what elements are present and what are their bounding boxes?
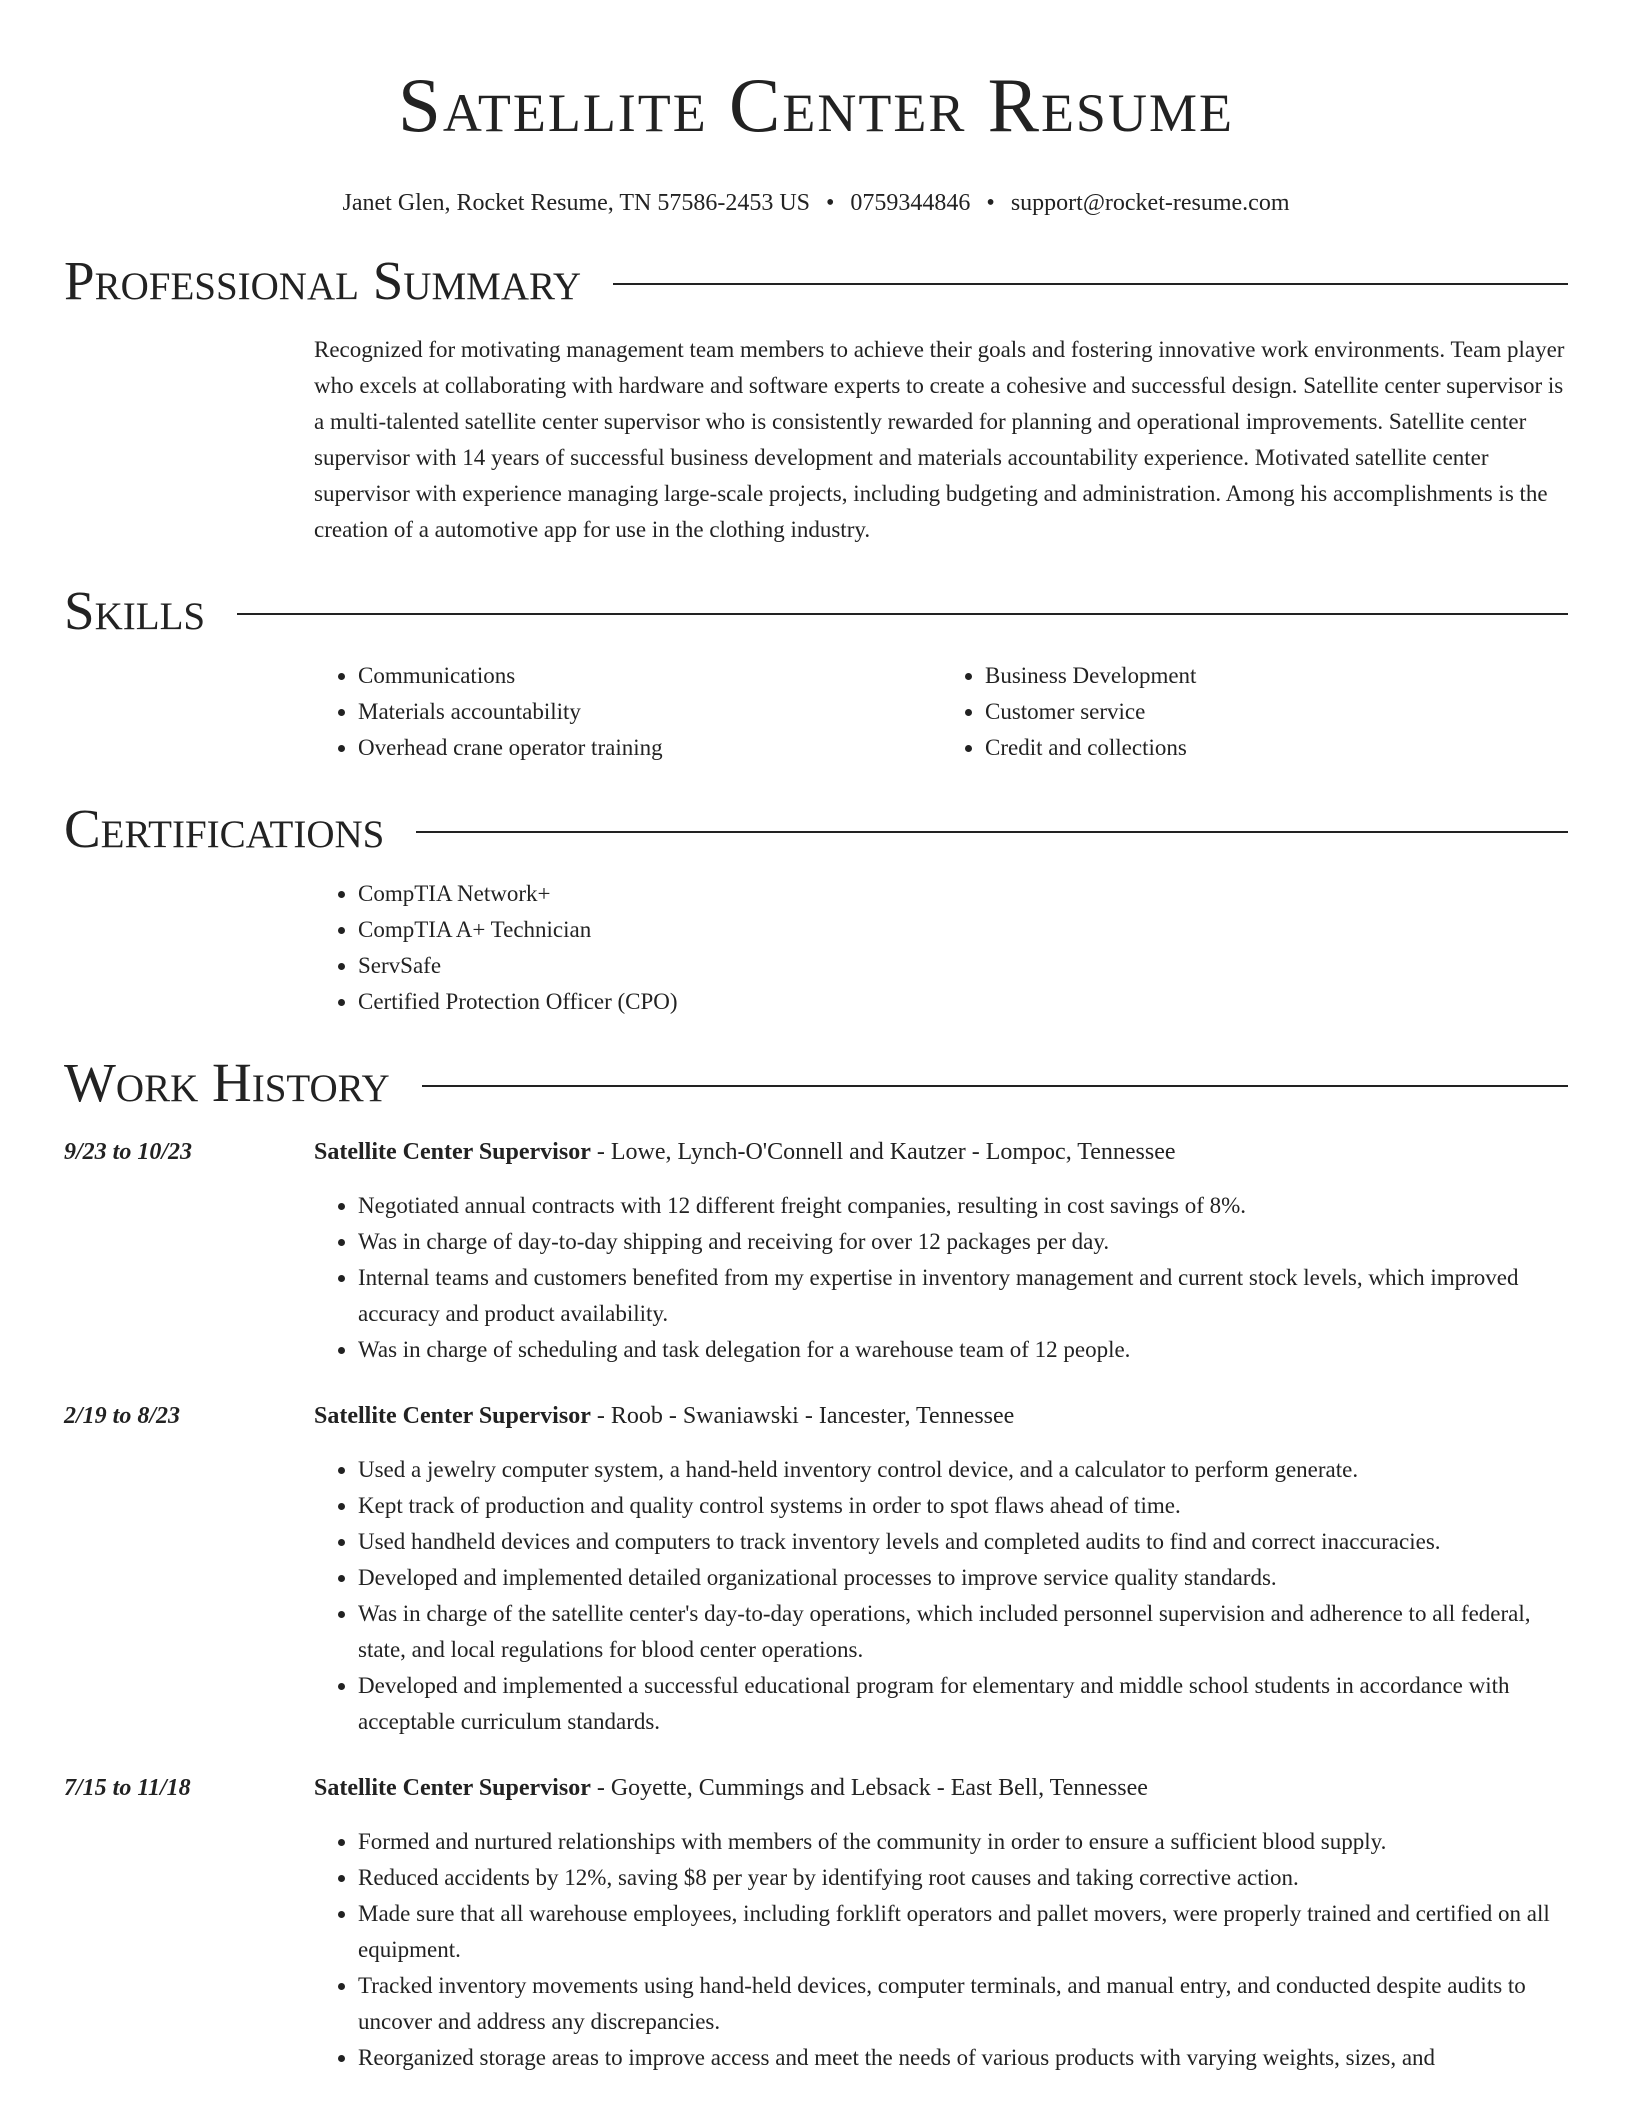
contact-phone: 0759344846	[850, 190, 971, 216]
job-bullet: • Used handheld devices and computers to track inventory levels and completed audits to find and correct inaccuracies.	[358, 1524, 1568, 1560]
skills-heading: Skills	[64, 580, 206, 641]
summary-section	[64, 248, 1568, 548]
work-history-section	[64, 1050, 1568, 2076]
skills-column-left	[314, 658, 941, 766]
contact-line	[64, 188, 1568, 218]
job-bullet: • Kept track of production and quality control systems in order to spot flaws ahead of time.	[358, 1488, 1568, 1524]
job-title: Satellite Center Supervisor	[314, 1139, 591, 1165]
certification-item: • CompTIA A+ Technician	[358, 912, 1568, 948]
resume-name: Satellite Center Resume	[398, 62, 1234, 148]
job-dates: 9/23 to 10/23	[64, 1139, 193, 1165]
job-bullet: • Developed and implemented a successful educational program for elementary and middle school students in accordance with acceptable curriculum standards.	[358, 1668, 1568, 1740]
contact-separator: •	[826, 190, 835, 216]
section-divider	[237, 613, 1568, 615]
job-bullets	[314, 1188, 1568, 1368]
job-dates: 7/15 to 11/18	[64, 1775, 191, 1801]
job-bullet: • Was in charge of the satellite center's day-to-day operations, which included personnel supervision and adherence to all federal, state, and local regulations for blood center operations.	[358, 1596, 1568, 1668]
job-heading	[314, 1134, 1568, 1170]
certification-item: • ServSafe	[358, 948, 1568, 984]
work-history-heading: Work History	[64, 1052, 390, 1113]
job-details	[314, 1398, 1568, 1740]
certifications-items	[314, 876, 1568, 1020]
job-entry	[64, 1398, 1568, 1740]
job-heading	[314, 1770, 1568, 1806]
section-divider	[416, 831, 1568, 833]
job-bullet: • Made sure that all warehouse employees, including forklift operators and pallet movers, were properly trained and certified on all equipment.	[358, 1896, 1568, 1968]
skill-item: • Credit and collections	[985, 730, 1568, 766]
skill-item: • Overhead crane operator training	[358, 730, 941, 766]
job-bullet: • Was in charge of scheduling and task delegation for a warehouse team of 12 people.	[358, 1332, 1568, 1368]
contact-email[interactable]: support@rocket-resume.com	[1010, 190, 1290, 216]
job-company: - Lowe, Lynch-O'Connell and Kautzer - Lompoc, Tennessee	[590, 1139, 1176, 1165]
skills-section	[64, 578, 1568, 766]
skill-item: • Customer service	[985, 694, 1568, 730]
contact-separator: •	[986, 190, 995, 216]
certifications-section	[64, 796, 1568, 1020]
job-heading	[314, 1398, 1568, 1434]
job-bullet: • Reorganized storage areas to improve access and meet the needs of various products with varying weights, sizes, and	[358, 2040, 1568, 2076]
job-details	[314, 1770, 1568, 2076]
job-bullet: • Was in charge of day-to-day shipping and receiving for over 12 packages per day.	[358, 1224, 1568, 1260]
section-header	[64, 1050, 1568, 1116]
certifications-list	[314, 876, 1568, 1020]
section-header	[64, 578, 1568, 644]
summary-heading: Professional Summary	[64, 250, 582, 311]
job-dates: 2/19 to 8/23	[64, 1403, 181, 1429]
section-header	[64, 796, 1568, 862]
contact-address: Janet Glen, Rocket Resume, TN 57586-2453 US	[342, 190, 810, 216]
section-divider	[422, 1085, 1568, 1087]
job-bullet: • Used a jewelry computer system, a hand-held inventory control device, and a calculator to perform generate.	[358, 1452, 1568, 1488]
skill-item: • Communications	[358, 658, 941, 694]
skills-list	[314, 658, 1568, 766]
section-divider	[613, 283, 1568, 285]
job-bullet: • Reduced accidents by 12%, saving $8 per year by identifying root causes and taking corrective action.	[358, 1860, 1568, 1896]
job-company: - Goyette, Cummings and Lebsack - East Bell, Tennessee	[590, 1775, 1148, 1801]
job-bullets	[314, 1824, 1568, 2076]
job-bullet: • Negotiated annual contracts with 12 different freight companies, resulting in cost savings of 8%.	[358, 1188, 1568, 1224]
certification-item: • Certified Protection Officer (CPO)	[358, 984, 1568, 1020]
skill-item: • Materials accountability	[358, 694, 941, 730]
job-title: Satellite Center Supervisor	[314, 1775, 591, 1801]
job-bullet: • Formed and nurtured relationships with members of the community in order to ensure a sufficient blood supply.	[358, 1824, 1568, 1860]
job-bullet: • Tracked inventory movements using hand-held devices, computer terminals, and manual entry, and conducted despite audits to uncover and address any discrepancies.	[358, 1968, 1568, 2040]
summary-text: Recognized for motivating management team members to achieve their goals and fostering innovative work environments. Team player who excels at collaborating with hardware and software experts to create a cohesive and successful design. Satellite center supervisor is a multi-talented satellite center supervisor who is consistently rewarded for planning and operational improvements. Satellite center supervisor with 14 years of successful business development and materials accountability experience. Motivated satellite center supervisor with experience managing large-scale projects, including budgeting and administration. Among his accomplishments is the creation of a automotive app for use in the clothing industry.	[314, 337, 1565, 542]
job-entry	[64, 1134, 1568, 1368]
job-bullet: • Internal teams and customers benefited from my expertise in inventory management and current stock levels, which improved accuracy and product availability.	[358, 1260, 1568, 1332]
job-entry	[64, 1770, 1568, 2076]
certification-item: • CompTIA Network+	[358, 876, 1568, 912]
job-title: Satellite Center Supervisor	[314, 1403, 591, 1429]
section-header	[64, 248, 1568, 314]
skills-column-right	[941, 658, 1568, 766]
job-bullets	[314, 1452, 1568, 1740]
job-details	[314, 1134, 1568, 1368]
skill-item: • Business Development	[985, 658, 1568, 694]
job-bullet: • Developed and implemented detailed organizational processes to improve service quality standards.	[358, 1560, 1568, 1596]
job-company: - Roob - Swaniawski - Iancester, Tennessee	[590, 1403, 1015, 1429]
summary-body	[314, 332, 1568, 548]
certifications-heading: Certifications	[64, 798, 385, 859]
